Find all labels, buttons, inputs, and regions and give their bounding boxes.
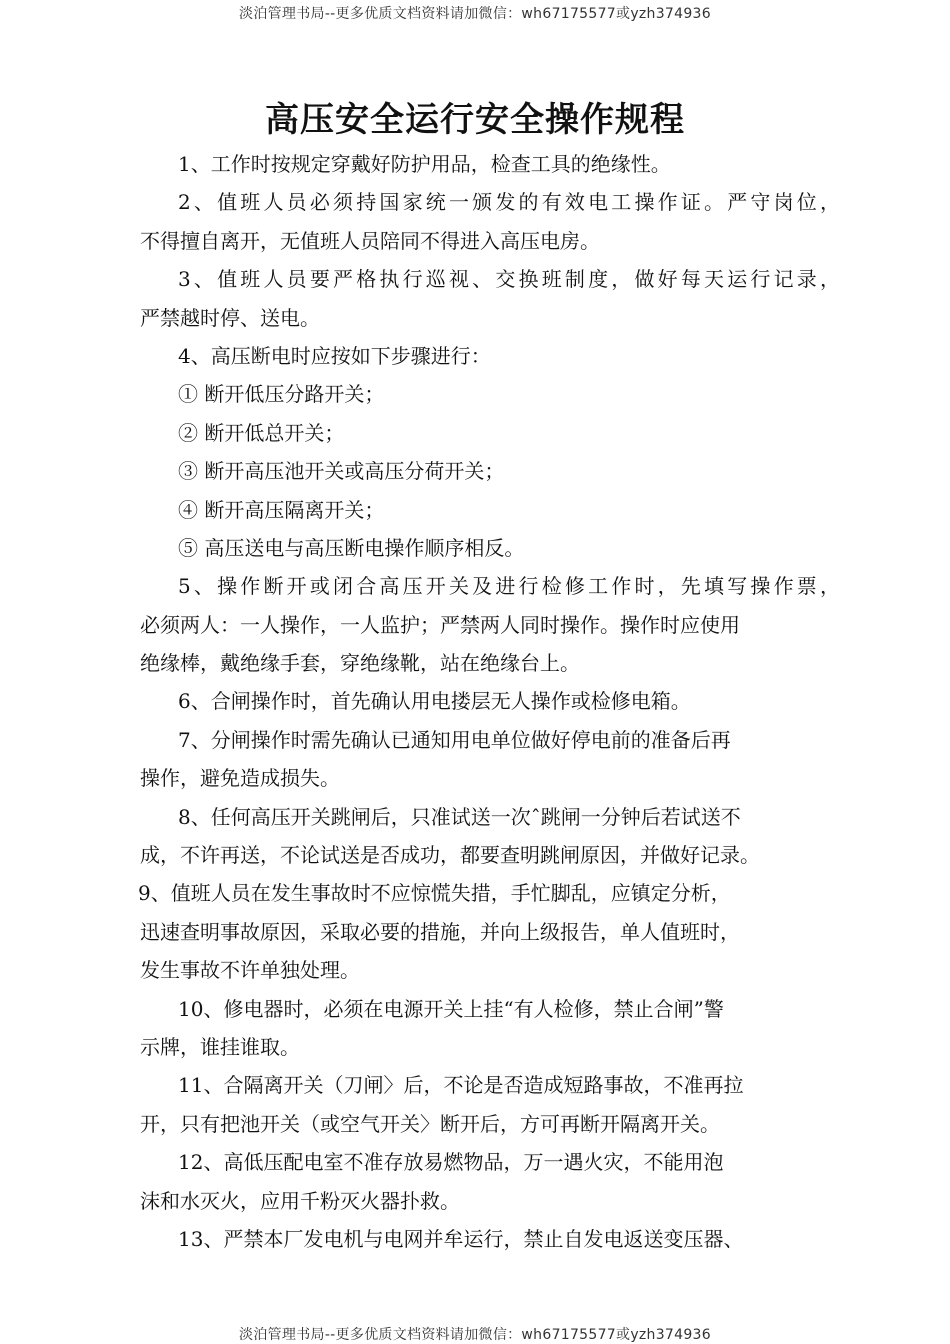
paragraph-line: 11、合隔离开关（刀闸〉后，不论是否造成短路事故，不准再拉: [178, 1073, 744, 1098]
paragraph-line: 迅速查明事故原因，采取必要的措施，并向上级报告，单人值班时，: [140, 919, 740, 944]
paragraph-line: 绝缘棒，戴绝缘手套，穿绝缘靴，站在绝缘台上。: [140, 651, 580, 676]
paragraph-line: 10、修电器时，必须在电源开关上挂“有人检修，禁止合闸”警: [178, 996, 724, 1021]
paragraph-line: 3、值班人员要严格执行巡视、交换班制度，做好每天运行记录，: [178, 267, 840, 292]
header-watermark: 淡泊管理书局--更多优质文档资料请加微信：wh67175577或yzh374936: [239, 6, 711, 22]
paragraph-line: 6、合闸操作时，首先确认用电搂层无人操作或检修电箱。: [178, 689, 691, 714]
paragraph-line: 沫和水灭火，应用千粉灭火器扑救。: [140, 1188, 460, 1213]
paragraph-line: 开，只有把池开关（或空气开关〉断开后，方可再断开隔离开关。: [140, 1111, 720, 1136]
paragraph-line: 1、工作时按规定穿戴好防护用品，检查工具的绝缘性。: [178, 152, 671, 176]
footer-watermark: 淡泊管理书局--更多优质文档资料请加微信：wh67175577或yzh374936: [239, 1327, 711, 1343]
step-item: ④ 断开高压隔离开关；: [178, 497, 385, 522]
paragraph-line: 4、高压断电时应按如下步骤进行：: [178, 343, 491, 368]
step-item: ① 断开低压分路开关；: [178, 382, 385, 407]
step-item: ⑤ 高压送电与高压断电操作顺序相反。: [178, 535, 525, 560]
paragraph-line: 12、高低压配电室不准存放易燃物品，万一遇火灾，不能用泡: [178, 1150, 724, 1175]
paragraph-line: 成，不许再送，不论试送是否成功，都要查明跳闸原因，并做好记录。: [140, 843, 760, 868]
step-item: ② 断开低总开关；: [178, 420, 345, 445]
paragraph-line: 必须两人：一人操作，一人监护；严禁两人同时操作。操作时应使用: [140, 612, 740, 637]
document-title: 高压安全运行安全操作规程: [265, 100, 685, 140]
paragraph-line: 7、分闸操作时需先确认已通知用电单位做好停电前的准备后再: [178, 727, 731, 752]
paragraph-line: 2、值班人员必须持国家统一颁发的有效电工操作证。严守岗位，: [178, 190, 840, 215]
document-body: [140, 145, 840, 1258]
paragraph-line: 9、值班人员在发生事故时不应惊慌失措，手忙脚乱，应镇定分析，: [138, 881, 731, 906]
paragraph-line: 8、任何高压开关跳闸后，只准试送一次ˆ跳闸一分钟后若试送不: [178, 804, 741, 829]
paragraph-line: 发生事故不许单独处理。: [140, 958, 360, 983]
step-item: ③ 断开高压池开关或高压分荷开关；: [178, 459, 505, 484]
paragraph-line: 示牌，谁挂谁取。: [140, 1034, 300, 1059]
paragraph-line: 13、严禁本厂发电机与电网并牟运行，禁止自发电返送变压器、: [178, 1226, 744, 1251]
paragraph-line: 操作，避免造成损失。: [140, 766, 340, 791]
paragraph-line: 不得擅自离开，无值班人员陪同不得进入高压电房。: [140, 228, 600, 253]
paragraph-line: 严禁越时停、送电。: [140, 305, 320, 330]
paragraph-line: 5、操作断开或闭合高压开关及进行检修工作时，先填写操作票，: [178, 574, 840, 599]
